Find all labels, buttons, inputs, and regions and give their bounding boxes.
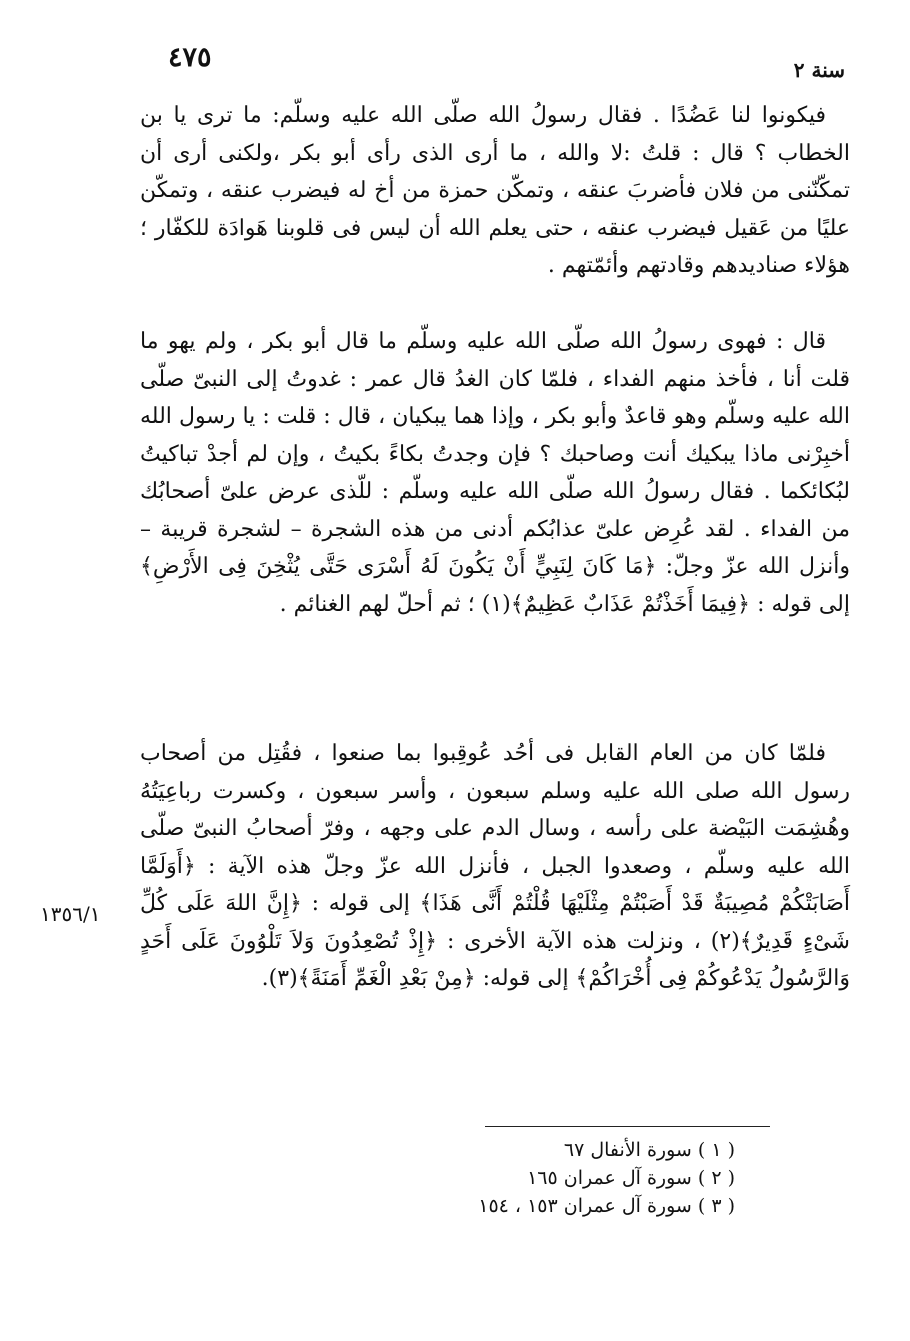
page-number: ٤٧٥ bbox=[168, 42, 212, 73]
footnotes bbox=[460, 1136, 735, 1220]
body-paragraph: قال : فهوى رسولُ الله صلّى الله عليه وسلّم ما قال أبو بكر ، ولم يهو ما قلت أنا ، فأخذ منهم الفداء ، فلمّا كان الغدُ قال عمر : غدوتُ إلى النبىّ صلّى الله عليه وسلّم وهو قاعدٌ وأبو بكر ، وإذا هما يبكيان ، قال : قلت : يا رسول الله أخبِرْنى ماذا يبكيك أنت وصاحبك ؟ فإن وجدتُ بكاءً بكيتُ ، وإن لم أجدْ تباكيتُ لبُكائكما . فقال رسولُ الله صلّى الله عليه وسلّم : للّذى عرض علىّ أصحابُك من الفداء . لقد عُرِض علىّ عذابُكم أدنى من هذه الشجرة – لشجرة قريبة – وأنزل الله عزّ وجلّ: ﴿مَا كَانَ لِنَبِيٍّ أَنْ يَكُونَ لَهُ أَسْرَى حَتَّى يُثْخِنَ فِى الأَرْضِ﴾ إلى قوله : ﴿فِيمَا أَخَذْتُمْ عَذَابٌ عَظِيمٌ﴾(١) ؛ ثم أحلّ لهم الغنائم . bbox=[140, 329, 850, 617]
body-paragraph-1-container bbox=[140, 97, 850, 285]
body-paragraph-2-container bbox=[140, 323, 850, 623]
margin-reference-note: ١٣٥٦/١ bbox=[40, 902, 101, 926]
footnote-3: ( ٣ ) سورة آل عمران ١٥٣ ، ١٥٤ bbox=[478, 1195, 735, 1217]
running-header-year: سنة ٢ bbox=[793, 58, 845, 82]
footnote-1: ( ١ ) سورة الأنفال ٦٧ bbox=[563, 1139, 735, 1161]
footnote-2: ( ٢ ) سورة آل عمران ١٦٥ bbox=[527, 1167, 735, 1189]
body-paragraph-3-container bbox=[140, 735, 850, 998]
body-paragraph: فلمّا كان من العام القابل فى أحُد عُوقِبوا بما صنعوا ، فقُتِل من أصحاب رسول الله صلى الله عليه وسلم سبعون ، وأسر سبعون ، وكسرت رباعِيَتُهُ وهُشِمَت البَيْضة على رأسه ، وسال الدم على وجهه ، وفرّ أصحابُ النبىّ صلّى الله عليه وسلّم ، وصعدوا الجبل ، فأنزل الله عزّ وجلّ هذه الآية : ﴿أَوَلَمَّا أَصَابَتْكُمْ مُصِيبَةٌ قَدْ أَصَبْتُمْ مِثْلَيْهَا قُلْتُمْ أَنَّى هَذَا﴾ إلى قوله : ﴿إِنَّ اللهَ عَلَى كُلِّ شَىْءٍ قَدِيرٌ﴾(٢) ، ونزلت هذه الآية الأخرى : ﴿إِذْ تُصْعِدُونَ وَلاَ تَلْوُونَ عَلَى أَحَدٍ وَالرَّسُولُ يَدْعُوكُمْ فِى أُخْرَاكُمْ﴾ إلى قوله: ﴿مِنْ بَعْدِ الْغَمِّ أَمَنَةً﴾(٣). bbox=[140, 741, 850, 991]
footnote-divider bbox=[485, 1126, 770, 1127]
body-paragraph: فيكونوا لنا عَضُدًا . فقال رسولُ الله صلّى الله عليه وسلّم: ما ترى يا بن الخطاب ؟ قال : قلتُ :لا والله ، ما أرى الذى رأى أبو بكر ،ولكنى أرى أن تمكّنّنى من فلان فأضربَ عنقه ، وتمكّن حمزة من أخ له فيضرب عنقه ، وتمكّن عليًا من عَقيل فيضرب عنقه ، حتى يعلم الله أن ليس فى قلوبنا هَوادَة للكفّار ؛ هؤلاء صناديدهم وقادتهم وأئمّتهم . bbox=[140, 103, 850, 278]
